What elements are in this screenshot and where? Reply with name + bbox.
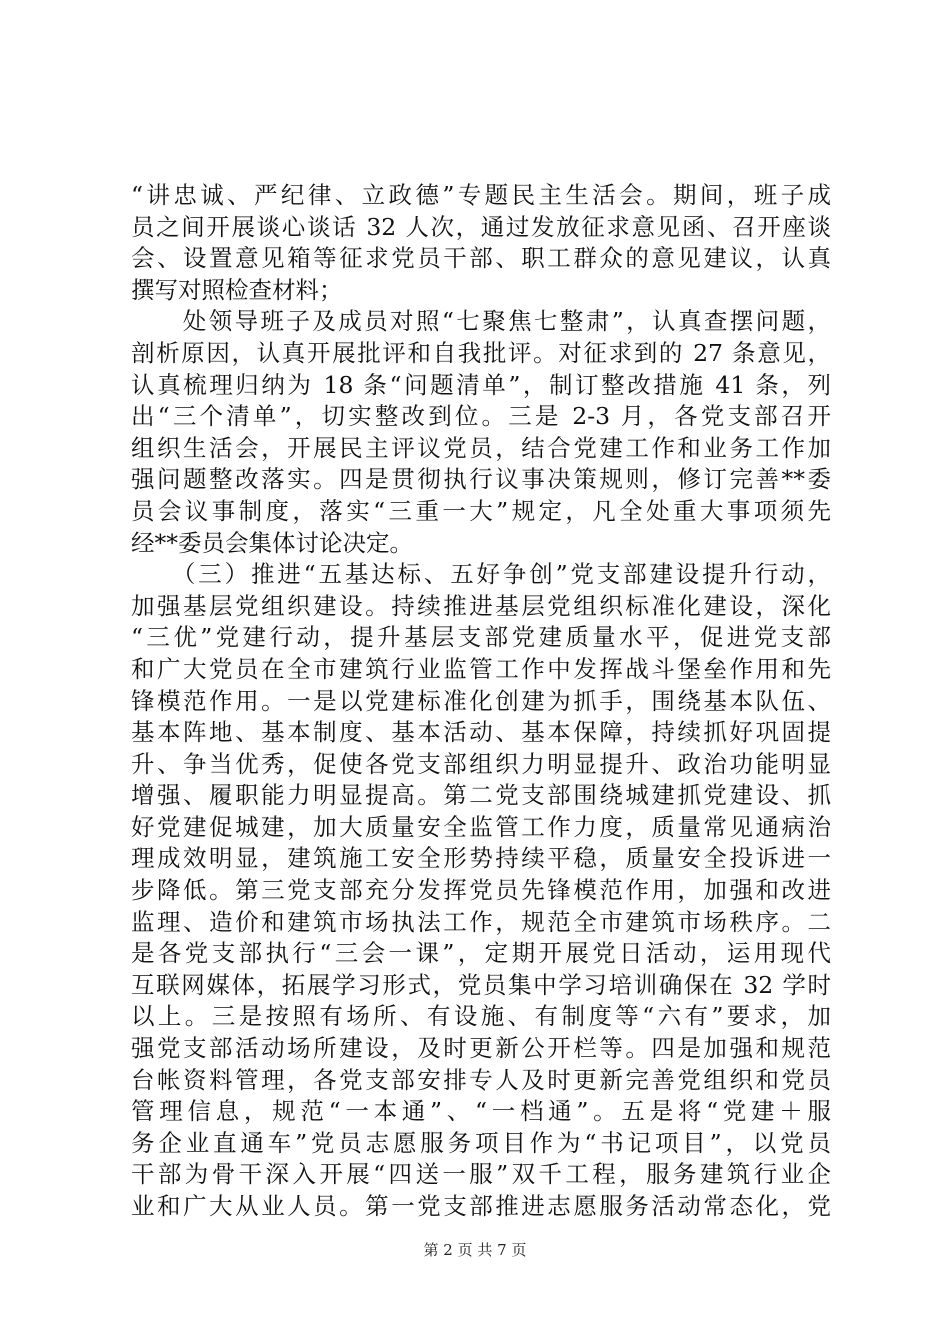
text-line-32: 干部为骨干深入开展“四送一服”双千工程，服务建筑行业企 (131, 1160, 831, 1189)
text-line-25: 是各党支部执行“三会一课”，定期开展党日活动，运用现代 (131, 939, 831, 968)
text-line-14: 加强基层党组织建设。持续推进基层党组织标准化建设，深化 (131, 591, 831, 620)
text-line-15: “三优”党建行动，提升基层支部党建质量水平，促进党支部 (131, 623, 831, 652)
text-line-13: （三）推进“五基达标、五好争创”党支部建设提升行动， (131, 560, 831, 589)
text-line-16: 和广大党员在全市建筑行业监管工作中发挥战斗堡垒作用和先 (131, 654, 831, 683)
text-line-21: 好党建促城建，加大质量安全监管工作力度，质量常见通病治 (131, 812, 831, 841)
text-line-5: 处领导班子及成员对照“七聚焦七整肃”，认真查摆问题， (131, 307, 831, 336)
text-line-8: 出“三个清单”，切实整改到位。三是 2-3 月，各党支部召开 (131, 402, 831, 431)
text-line-11: 员会议事制度，落实“三重一大”规定，凡全处重大事项须先 (131, 496, 831, 525)
body-text (131, 180, 831, 1223)
text-line-23: 步降低。第三党支部充分发挥党员先锋模范作用，加强和改进 (131, 876, 831, 905)
text-line-26: 互联网媒体，拓展学习形式，党员集中学习培训确保在 32 学时 (131, 970, 831, 999)
text-line-28: 强党支部活动场所建设，及时更新公开栏等。四是加强和规范 (131, 1034, 831, 1063)
text-line-17: 锋模范作用。一是以党建标准化创建为抓手，围绕基本队伍、 (131, 686, 831, 715)
text-line-1: “讲忠诚、严纪律、立政德”专题民主生活会。期间，班子成 (131, 181, 831, 209)
text-line-10: 强问题整改落实。四是贯彻执行议事决策规则，修订完善**委 (131, 465, 831, 494)
page-footer: 第 2 页 共 7 页 (423, 1241, 527, 1259)
text-line-3: 会、设置意见箱等征求党员干部、职工群众的意见建议，认真 (131, 244, 831, 273)
text-line-7: 认真梳理归纳为 18 条“问题清单”，制订整改措施 41 条，列 (131, 370, 831, 399)
text-line-2: 员之间开展谈心谈话 32 人次，通过发放征求意见函、召开座谈 (131, 212, 831, 241)
text-line-19: 升、争当优秀，促使各党支部组织力明显提升、政治功能明显 (131, 749, 831, 778)
text-line-20: 增强、履职能力明显提高。第二党支部围绕城建抓党建设、抓 (131, 781, 831, 810)
text-line-24: 监理、造价和建筑市场执法工作，规范全市建筑市场秩序。二 (131, 907, 831, 936)
text-line-18: 基本阵地、基本制度、基本活动、基本保障，持续抓好巩固提 (131, 718, 831, 747)
text-line-12: 经**委员会集体讨论决定。 (131, 528, 413, 557)
text-line-27: 以上。三是按照有场所、有设施、有制度等“六有”要求，加 (131, 1002, 831, 1031)
text-line-22: 理成效明显，建筑施工安全形势持续平稳，质量安全投诉进一 (131, 844, 831, 873)
text-line-6: 剖析原因，认真开展批评和自我批评。对征求到的 27 条意见， (131, 338, 831, 367)
text-line-9: 组织生活会，开展民主评议党员，结合党建工作和业务工作加 (131, 433, 831, 462)
text-line-30: 管理信息，规范“一本通”、“一档通”。五是将“党建＋服 (131, 1097, 831, 1126)
text-line-29: 台帐资料管理，各党支部安排专人及时更新完善党组织和党员 (131, 1065, 831, 1094)
text-line-4: 撰写对照检查材料； (131, 275, 343, 304)
text-line-33: 业和广大从业人员。第一党支部推进志愿服务活动常态化，党 (131, 1192, 831, 1220)
text-line-31: 务企业直通车”党员志愿服务项目作为“书记项目”，以党员 (131, 1128, 831, 1157)
